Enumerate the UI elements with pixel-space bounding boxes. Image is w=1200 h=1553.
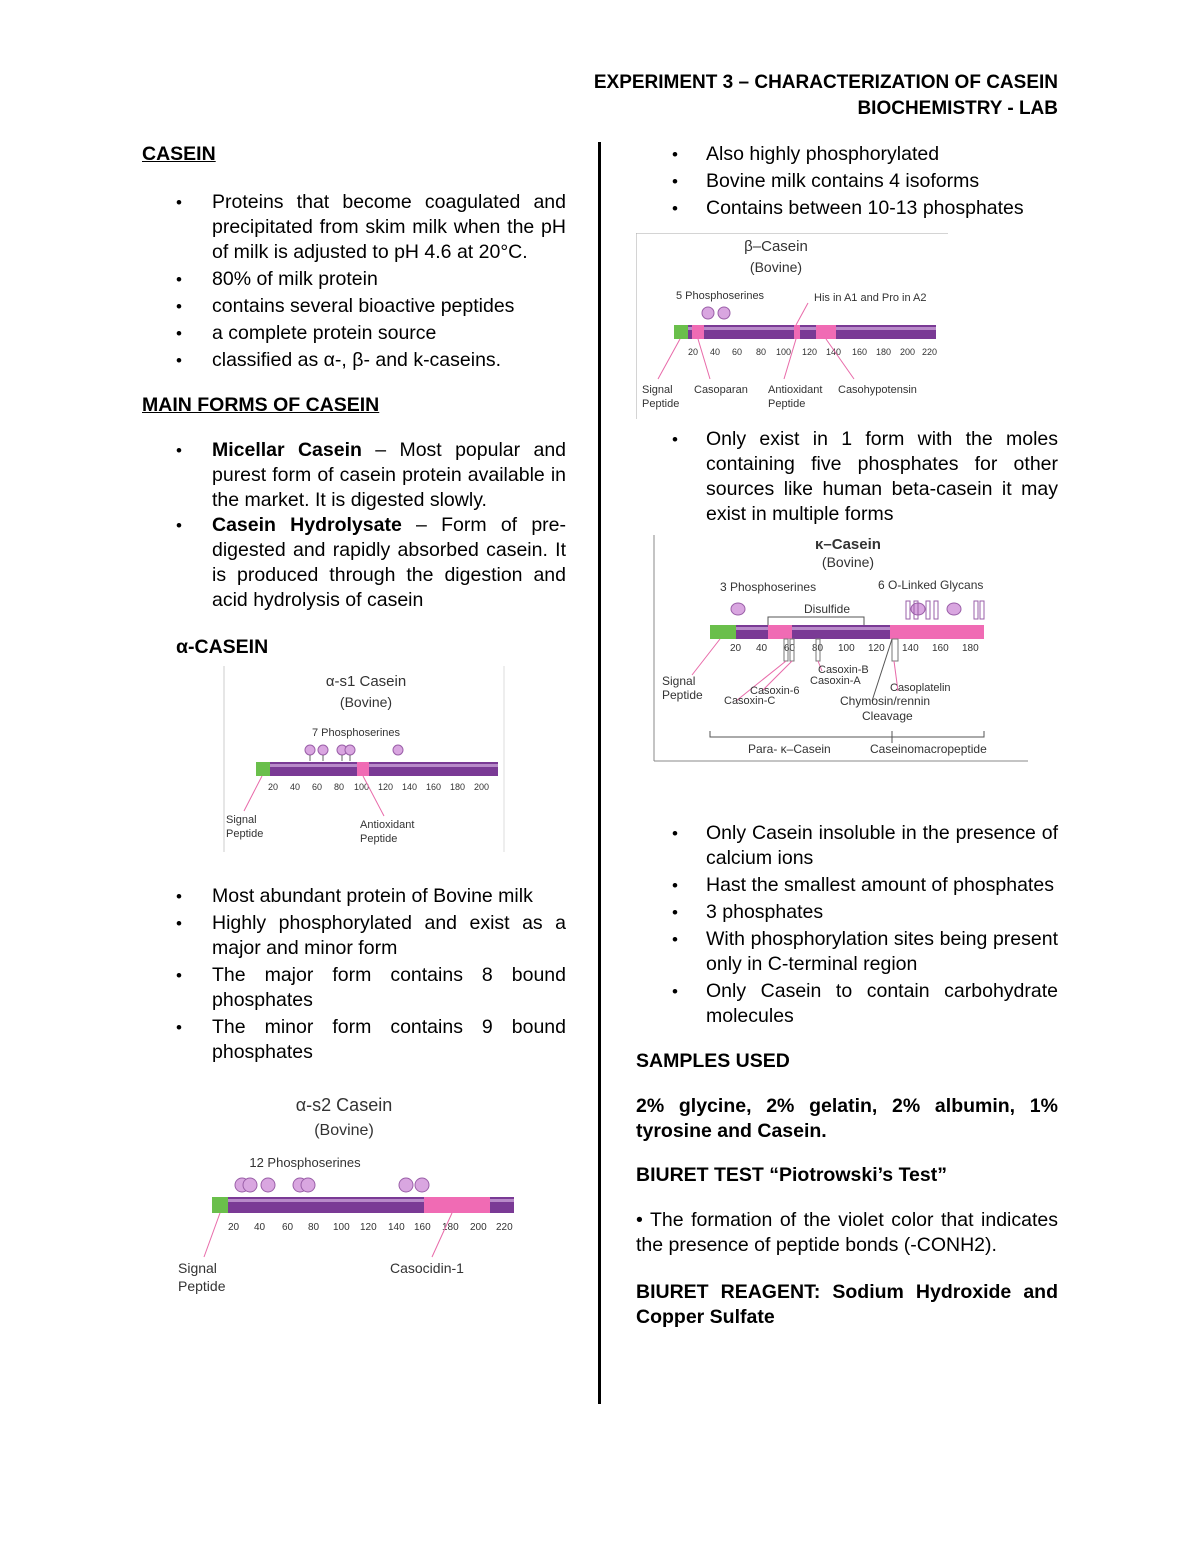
- phospho-markers: [235, 1178, 429, 1192]
- figure-title: α-s2 Casein: [295, 1095, 393, 1115]
- svg-text:160: 160: [426, 782, 442, 792]
- form-text: – Form of pre-digested and rapidly absorbed casein. It is produced through the digestion and acid hydrolysis of casein: [212, 514, 566, 611]
- svg-text:40: 40: [756, 643, 768, 654]
- svg-text:40: 40: [254, 1222, 266, 1233]
- list-item: • Only Casein insoluble in the presence of calcium ions: [636, 821, 1058, 871]
- beta-note-list: [636, 427, 1058, 527]
- form-term: Casein Hydrolysate: [212, 514, 402, 536]
- svg-text:100: 100: [838, 643, 855, 654]
- list-item: • classified as α-, β- and k-caseins.: [142, 348, 566, 373]
- form-term: Micellar Casein: [212, 439, 362, 461]
- figure-title: κ–Casein: [815, 536, 881, 553]
- beta-list: [636, 142, 1058, 221]
- beta-casein-figure: [636, 233, 1058, 423]
- list-item: • Contains between 10-13 phosphates: [636, 196, 1058, 221]
- header-subtitle: BIOCHEMISTRY - LAB: [857, 98, 1058, 119]
- svg-text:Peptide: Peptide: [642, 398, 680, 410]
- casohypotensin-label: Casohypotensin: [838, 384, 917, 396]
- alpha-list: [142, 884, 566, 1065]
- list-item: • Also highly phosphorylated: [636, 142, 1058, 167]
- list-item: • 3 phosphates: [636, 900, 1058, 925]
- signal-segment: [710, 625, 736, 639]
- svg-text:60: 60: [732, 347, 743, 357]
- list-item: [142, 513, 566, 613]
- svg-text:200: 200: [900, 347, 916, 357]
- header-title: EXPERIMENT 3 – CHARACTERIZATION OF CASEIN: [593, 72, 1058, 93]
- phosphoserines-label: 3 Phosphoserines: [720, 580, 817, 594]
- svg-text:20: 20: [688, 347, 699, 357]
- signal-peptide-label: Signal: [662, 674, 696, 688]
- list-item: • a complete protein source: [142, 321, 566, 346]
- tick-labels: [688, 347, 937, 357]
- biuret-text: • The formation of the violet color that indicates the presence of peptide bonds (-CONH2).: [636, 1209, 1058, 1256]
- svg-text:140: 140: [388, 1222, 405, 1233]
- phosphoserines-label: 5 Phosphoserines: [676, 290, 765, 302]
- glycan-markers: [906, 601, 984, 619]
- svg-text:140: 140: [402, 782, 418, 792]
- svg-text:220: 220: [922, 347, 938, 357]
- casein-heading: CASEIN: [142, 143, 216, 165]
- alpha-casein-heading: α-CASEIN: [176, 636, 269, 658]
- svg-text:Peptide: Peptide: [662, 688, 703, 702]
- svg-text:80: 80: [308, 1222, 320, 1233]
- svg-text:80: 80: [334, 782, 345, 792]
- antioxidant-segment: [357, 762, 369, 776]
- casoxin-a-label: Casoxin-A: [810, 675, 861, 687]
- svg-text:Peptide: Peptide: [178, 1278, 226, 1294]
- svg-text:180: 180: [450, 782, 466, 792]
- svg-text:160: 160: [852, 347, 868, 357]
- svg-text:140: 140: [826, 347, 842, 357]
- svg-text:100: 100: [354, 782, 370, 792]
- cleavage-label: Cleavage: [862, 709, 913, 723]
- casoxin-6-label: Casoxin-6: [750, 685, 800, 697]
- signal-peptide-label: Signal: [642, 384, 673, 396]
- svg-text:180: 180: [962, 643, 979, 654]
- signal-peptide-label: Signal: [178, 1260, 217, 1276]
- right-column: [636, 142, 1058, 1330]
- main-forms-heading: MAIN FORMS OF CASEIN: [142, 394, 380, 416]
- phosphoserines-label: 12 Phosphoserines: [249, 1155, 361, 1170]
- svg-text:200: 200: [474, 782, 490, 792]
- casoplatelin-label: Casoplatelin: [890, 682, 951, 694]
- figure-title: β–Casein: [744, 238, 808, 255]
- phospho-markers: [305, 745, 403, 761]
- svg-text:200: 200: [470, 1222, 487, 1233]
- figure-title: α-s1 Casein: [325, 673, 407, 690]
- list-item: • 80% of milk protein: [142, 267, 566, 292]
- tick-labels: [730, 643, 979, 654]
- antioxidant-peptide-label: Antioxidant: [360, 819, 415, 831]
- tick-labels: [268, 782, 489, 792]
- svg-text:40: 40: [710, 347, 721, 357]
- list-item: • Most abundant protein of Bovine milk: [142, 884, 566, 909]
- svg-text:120: 120: [802, 347, 818, 357]
- svg-text:60: 60: [282, 1222, 294, 1233]
- svg-text:100: 100: [776, 347, 792, 357]
- casoxin-b-label: Casoxin-B: [818, 664, 869, 676]
- biuret-heading: BIURET TEST “Piotrowski’s Test”: [636, 1164, 947, 1186]
- figure-subtitle: (Bovine): [339, 694, 393, 710]
- signal-peptide-label: Signal: [226, 814, 257, 826]
- list-item: • With phosphorylation sites being present only in C-terminal region: [636, 927, 1058, 977]
- left-column: [142, 142, 566, 1297]
- figure-subtitle: (Bovine): [749, 259, 803, 275]
- alpha-s1-casein-figure: [142, 666, 566, 856]
- tick-labels: [228, 1222, 513, 1233]
- casoparan-label: Casoparan: [694, 384, 748, 396]
- casocidin-segment: [424, 1197, 490, 1213]
- svg-text:20: 20: [228, 1222, 240, 1233]
- list-item: • The major form contains 8 bound phosphates: [142, 963, 566, 1013]
- casein-list: [142, 190, 566, 373]
- list-item: • Proteins that become coagulated and precipitated from skim milk when the pH of milk is adjusted to pH 4.6 at 20°C.: [142, 190, 566, 265]
- svg-text:180: 180: [442, 1222, 459, 1233]
- list-item: [142, 438, 566, 513]
- kappa-list: [636, 821, 1058, 1029]
- svg-text:80: 80: [812, 643, 824, 654]
- svg-text:160: 160: [932, 643, 949, 654]
- para-kappa-label: Para- κ–Casein: [748, 742, 831, 756]
- alpha-s2-casein-figure: [142, 1087, 566, 1297]
- signal-segment: [674, 325, 688, 339]
- phosphoserines-label: 7 Phosphoserines: [311, 727, 401, 739]
- glycans-label: 6 O-Linked Glycans: [878, 578, 984, 592]
- biuret-reagent-text: BIURET REAGENT: Sodium Hydroxide and Copper Sulfate: [636, 1281, 1058, 1328]
- his-pro-label: His in A1 and Pro in A2: [814, 292, 927, 304]
- casoxin-c-label: Casoxin-C: [724, 695, 776, 707]
- column-divider: [598, 142, 601, 1404]
- list-item: • contains several bioactive peptides: [142, 294, 566, 319]
- svg-text:Peptide: Peptide: [360, 833, 398, 845]
- figure-subtitle: (Bovine): [314, 1122, 374, 1139]
- svg-text:60: 60: [784, 643, 796, 654]
- signal-segment: [212, 1197, 228, 1213]
- list-item: • The minor form contains 9 bound phosphates: [142, 1015, 566, 1065]
- list-item: • Bovine milk contains 4 isoforms: [636, 169, 1058, 194]
- svg-text:180: 180: [876, 347, 892, 357]
- chymosin-label: Chymosin/rennin: [840, 694, 931, 708]
- svg-text:120: 120: [378, 782, 394, 792]
- samples-text: 2% glycine, 2% gelatin, 2% albumin, 1% tyrosine and Casein.: [636, 1095, 1058, 1142]
- phospho-markers: [702, 307, 730, 319]
- forms-list: [142, 438, 566, 613]
- svg-text:120: 120: [360, 1222, 377, 1233]
- list-item: • Highly phosphorylated and exist as a major and minor form: [142, 911, 566, 961]
- svg-text:220: 220: [496, 1222, 513, 1233]
- signal-segment: [256, 762, 270, 776]
- casocidin-label: Casocidin-1: [390, 1260, 464, 1276]
- list-item: • Only Casein to contain carbohydrate molecules: [636, 979, 1058, 1029]
- list-item: • Hast the smallest amount of phosphates: [636, 873, 1058, 898]
- list-item: • Only exist in 1 form with the moles containing five phosphates for other sources like human beta-casein it may exist in multiple forms: [636, 427, 1058, 527]
- svg-text:80: 80: [756, 347, 767, 357]
- svg-text:140: 140: [902, 643, 919, 654]
- svg-text:120: 120: [868, 643, 885, 654]
- svg-text:40: 40: [290, 782, 301, 792]
- disulfide-label: Disulfide: [804, 602, 851, 616]
- kappa-casein-figure: [636, 535, 1058, 767]
- svg-text:60: 60: [312, 782, 323, 792]
- macropeptide-label: Caseinomacropeptide: [870, 742, 987, 756]
- svg-text:20: 20: [268, 782, 279, 792]
- samples-heading: SAMPLES USED: [636, 1050, 790, 1072]
- svg-text:20: 20: [730, 643, 742, 654]
- svg-text:Peptide: Peptide: [226, 828, 264, 840]
- page-header: [594, 70, 1058, 122]
- form-text: – Most popular and purest form of casein protein available in the market. It is digested slowly.: [212, 439, 567, 511]
- svg-text:Peptide: Peptide: [768, 398, 806, 410]
- svg-text:100: 100: [333, 1222, 350, 1233]
- figure-subtitle: (Bovine): [821, 554, 875, 570]
- antioxidant-label: Antioxidant: [768, 384, 823, 396]
- svg-text:160: 160: [414, 1222, 431, 1233]
